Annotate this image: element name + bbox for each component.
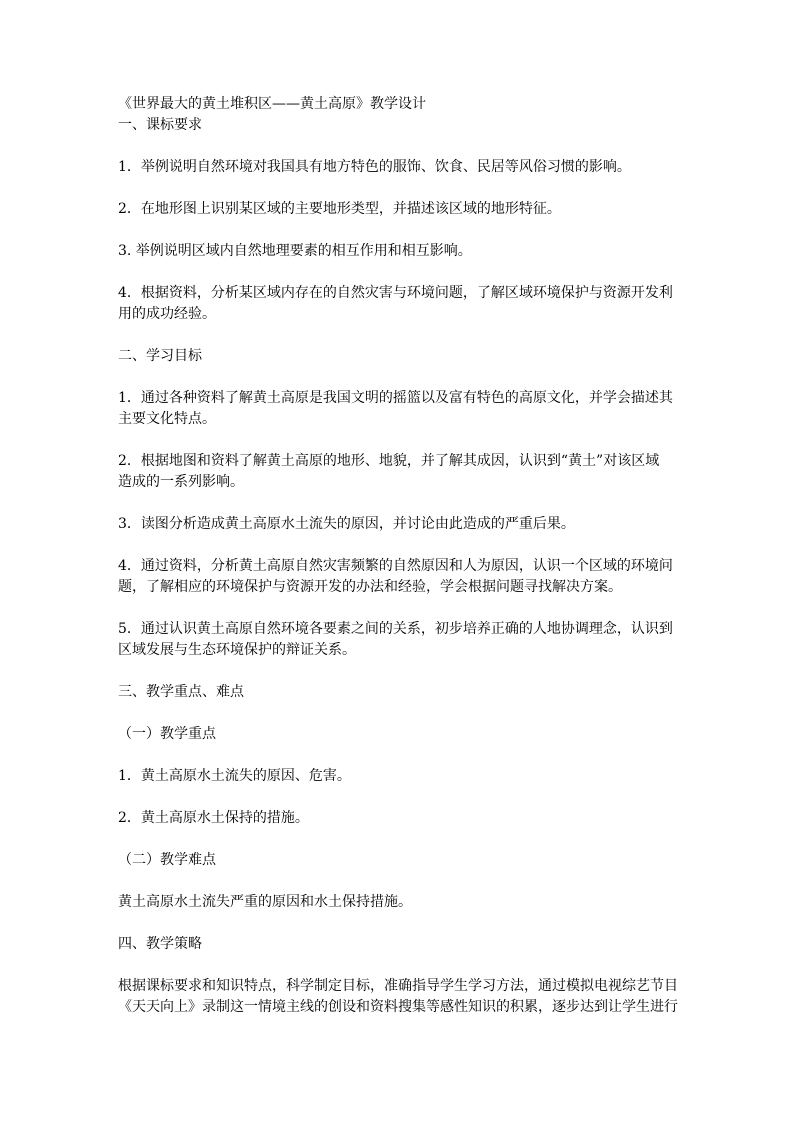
- key-point-2: 2．黄土高原水土保持的措施。: [118, 810, 309, 826]
- strategy-line-2: 《天天向上》录制这一情境主线的创设和资料搜集等感性知识的积累，逐步达到让学生进行: [118, 999, 678, 1015]
- curriculum-item-2: 2．在地形图上识别某区域的主要地形类型，并描述该区域的地形特征。: [118, 201, 561, 217]
- curriculum-item-3: 3. 举例说明区域内自然地理要素的相互作用和相互影响。: [118, 243, 472, 259]
- curriculum-item-4-line-1: 4．根据资料，分析某区域内存在的自然灾害与环境问题，了解区域环境保护与资源开发利: [118, 285, 673, 301]
- subheading-difficulties: （二）教学难点: [118, 852, 216, 868]
- curriculum-item-1: 1．举例说明自然环境对我国具有地方特色的服饰、饮食、民居等风俗习惯的影响。: [118, 159, 631, 175]
- section-heading-key-points: 三、教学重点、难点: [118, 684, 244, 700]
- section-heading-strategy: 四、教学策略: [118, 936, 202, 952]
- difficulty-text: 黄土高原水土流失严重的原因和水土保持措施。: [118, 894, 412, 910]
- objective-5-line-1: 5．通过认识黄土高原自然环境各要素之间的关系，初步培养正确的人地协调理念，认识到: [118, 621, 673, 637]
- section-heading-objectives: 二、学习目标: [118, 348, 202, 364]
- objective-4-line-2: 题，了解相应的环境保护与资源开发的办法和经验，学会根据问题寻找解决方案。: [118, 579, 622, 595]
- objective-3: 3．读图分析造成黄土高原水土流失的原因，并讨论由此造成的严重后果。: [118, 516, 575, 532]
- document-body: [118, 94, 678, 1018]
- subheading-key-points: （一）教学重点: [118, 726, 216, 742]
- section-heading-curriculum: 一、课标要求: [118, 117, 202, 133]
- key-point-1: 1．黄土高原水土流失的原因、危害。: [118, 768, 351, 784]
- objective-1-line-2: 主要文化特点。: [118, 411, 216, 427]
- curriculum-item-4-line-2: 用的成功经验。: [118, 306, 216, 322]
- strategy-line-1: 根据课标要求和知识特点，科学制定目标，准确指导学生学习方法，通过模拟电视综艺节目: [118, 978, 678, 994]
- document-title: 《世界最大的黄土堆积区——黄土高原》教学设计: [118, 96, 426, 112]
- objective-2-line-1: 2．根据地图和资料了解黄土高原的地形、地貌，并了解其成因，认识到“黄土”对该区域: [118, 453, 660, 469]
- objective-4-line-1: 4．通过资料，分析黄土高原自然灾害频繁的自然原因和人为原因，认识一个区域的环境问: [118, 558, 673, 574]
- objective-2-line-2: 造成的一系列影响。: [118, 474, 244, 490]
- objective-5-line-2: 区域发展与生态环境保护的辩证关系。: [118, 642, 356, 658]
- objective-1-line-1: 1．通过各种资料了解黄土高原是我国文明的摇篮以及富有特色的高原文化，并学会描述其: [118, 390, 673, 406]
